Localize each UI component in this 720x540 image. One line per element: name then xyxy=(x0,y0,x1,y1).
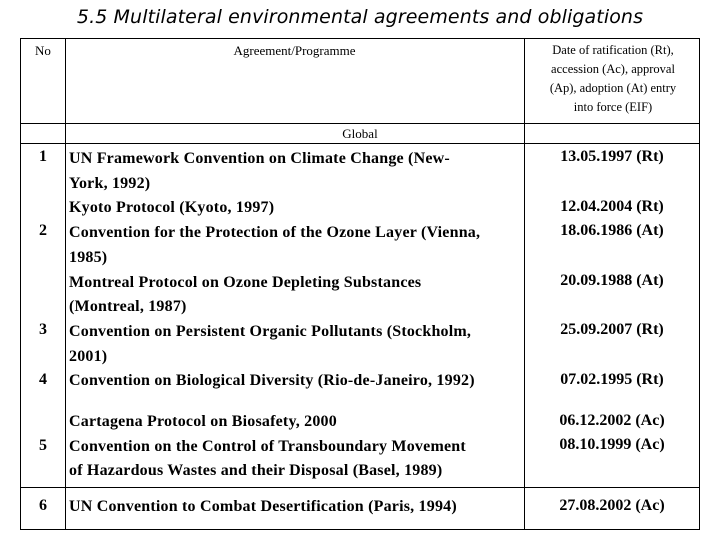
ratification-date: 07.02.1995 (Rt) xyxy=(560,371,664,388)
agreement-text: UN Framework Convention on Climate Change (New- xyxy=(69,150,450,167)
row-number: 1 xyxy=(39,148,47,165)
agreement-list xyxy=(69,147,523,394)
column-divider xyxy=(65,39,66,529)
agreement-text: Montreal Protocol on Ozone Depleting Substances xyxy=(69,273,422,291)
header-divider xyxy=(21,123,699,124)
ratification-date: 13.05.1997 (Rt) xyxy=(560,148,664,165)
ratification-date: 20.09.1988 (At) xyxy=(560,272,664,289)
row-number: 3 xyxy=(39,321,47,338)
header-date-line: accession (Ac), approval xyxy=(551,62,675,76)
agreement-text: Convention on Persistent Organic Pollutants (Stockholm, xyxy=(69,322,472,340)
row-number: 5 xyxy=(39,437,47,454)
section-divider xyxy=(21,143,699,144)
agreement-text: Kyoto Protocol (Kyoto, 1997) xyxy=(69,199,275,217)
agreement-text: 1985) xyxy=(69,248,108,266)
row-number: 6 xyxy=(39,497,47,514)
row-number: 4 xyxy=(39,371,47,388)
agreement-text: UN Convention to Combat Desertification (Paris, 1994) xyxy=(69,498,457,515)
section-global: Global xyxy=(342,126,378,141)
ratification-date: 27.08.2002 (Ac) xyxy=(559,497,665,514)
header-date-line: (Ap), adoption (At) entry xyxy=(549,81,677,95)
header-date xyxy=(525,41,701,117)
agreement-text: 2001) xyxy=(69,347,108,365)
agreement-text: Cartagena Protocol on Biosafety, 2000 xyxy=(69,413,337,430)
agreement-text: Convention for the Protection of the Ozone Layer (Vienna, xyxy=(69,224,481,242)
header-agreement: Agreement/Programme xyxy=(233,43,356,58)
ratification-date: 18.06.1986 (At) xyxy=(560,222,664,239)
page-title: 5.5 Multilateral environmental agreements and obligations xyxy=(76,6,644,28)
ratification-date: 08.10.1999 (Ac) xyxy=(559,436,665,453)
ratification-date: 06.12.2002 (Ac) xyxy=(559,412,665,429)
header-no: No xyxy=(35,43,51,58)
ratification-date: 25.09.2007 (Rt) xyxy=(560,321,664,338)
agreement-list-lower xyxy=(69,410,523,484)
ratification-date: 12.04.2004 (Rt) xyxy=(560,198,664,215)
header-date-line: Date of ratification (Rt), xyxy=(552,43,674,57)
agreements-table xyxy=(20,38,700,530)
header-date-line: into force (EIF) xyxy=(573,100,653,114)
agreement-text: (Montreal, 1987) xyxy=(69,298,187,316)
row-divider xyxy=(21,487,699,488)
agreement-text: York, 1992) xyxy=(69,174,151,192)
agreement-text: Convention on the Control of Transboundary Movement xyxy=(69,437,466,455)
agreement-text: of Hazardous Wastes and their Disposal (Basel, 1989) xyxy=(69,462,443,480)
agreement-text: Convention on Biological Diversity (Rio-de-Janeiro, 1992) xyxy=(69,372,475,390)
row-number: 2 xyxy=(39,222,47,239)
